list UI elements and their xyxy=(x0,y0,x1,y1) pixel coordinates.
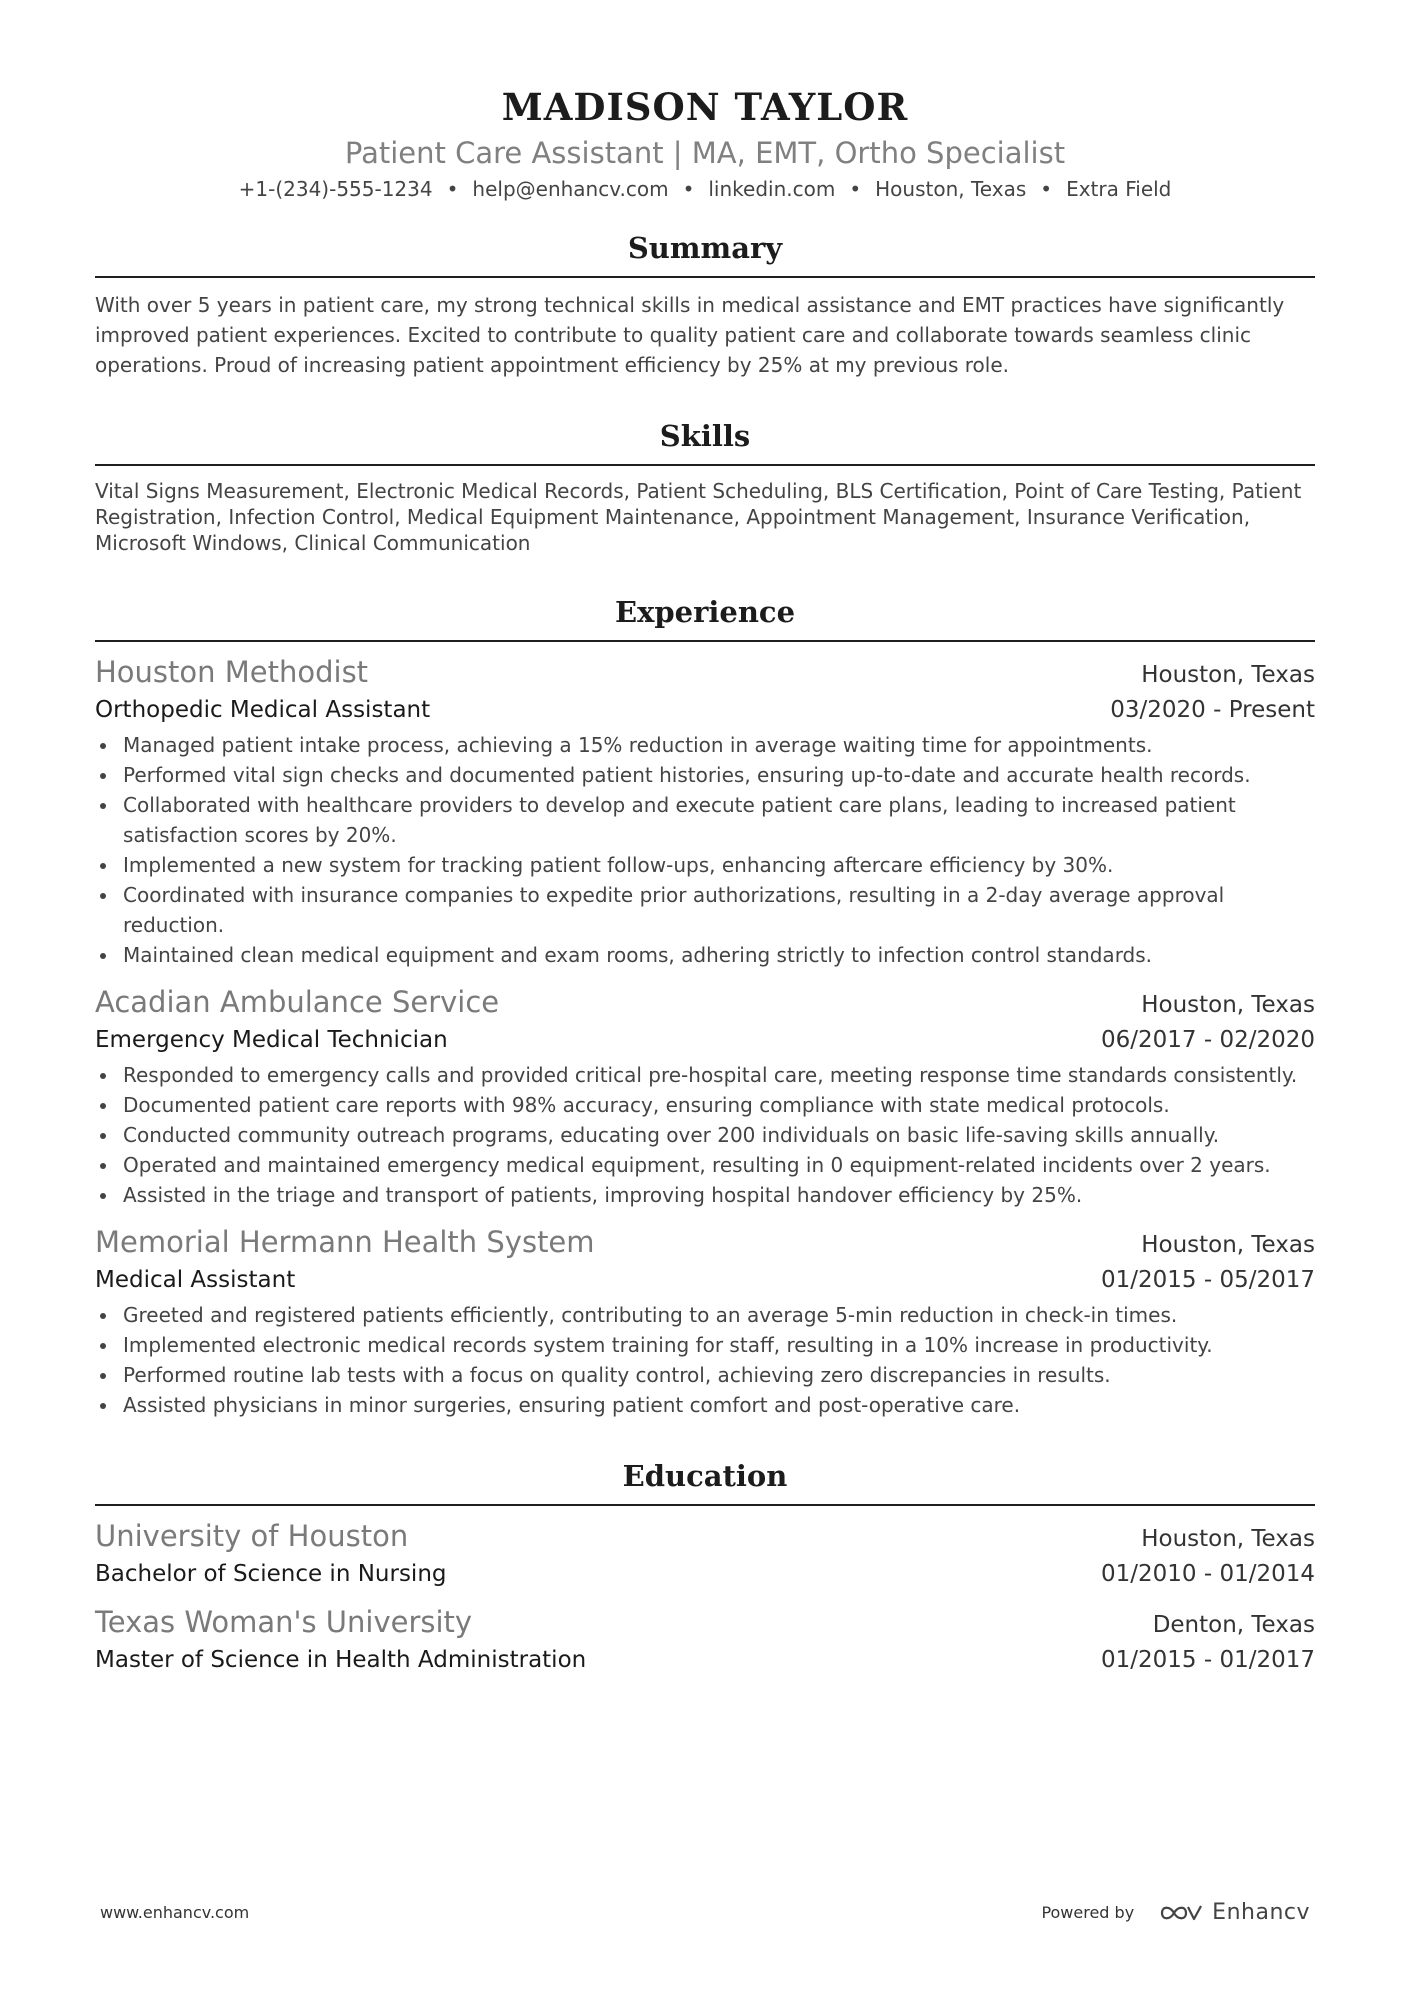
job-dates: 06/2017 - 02/2020 xyxy=(1100,1027,1315,1053)
job-title: Emergency Medical Technician xyxy=(95,1027,448,1053)
experience-section xyxy=(95,592,1315,1420)
list-item: Coordinated with insurance companies to expedite prior authorizations, resulting in a 2-day average approval reduction. xyxy=(95,880,1315,940)
skills-text: Vital Signs Measurement, Electronic Medical Records, Patient Scheduling, BLS Certification, Point of Care Testing, Patient Registration, Infection Control, Medical Equipment Maintenance, Appointment Management, Insurance Verification, Microsoft Windows, Clinical Communication xyxy=(95,479,1302,555)
list-item: Collaborated with healthcare providers to develop and execute patient care plans, leading to increased patient satisfaction scores by 20%. xyxy=(95,790,1315,850)
education-dates: 01/2010 - 01/2014 xyxy=(1100,1561,1315,1587)
list-item: Documented patient care reports with 98% accuracy, ensuring compliance with state medical protocols. xyxy=(95,1090,1315,1120)
enhancv-logo-icon xyxy=(1158,1902,1204,1924)
job-title: Medical Assistant xyxy=(95,1267,296,1293)
achievement-list xyxy=(95,1060,1315,1210)
footer-website-link[interactable]: www.enhancv.com xyxy=(100,1903,250,1922)
school-location: Houston, Texas xyxy=(1141,1526,1315,1552)
job-dates: 03/2020 - Present xyxy=(1110,697,1315,723)
resume-page xyxy=(95,0,1315,1676)
bullet-separator: • xyxy=(682,177,695,201)
employer-name: Acadian Ambulance Service xyxy=(95,985,500,1019)
list-item: Operated and maintained emergency medical equipment, resulting in 0 equipment-related incidents over 2 years. xyxy=(95,1150,1315,1180)
list-item: Implemented a new system for tracking patient follow-ups, enhancing aftercare efficiency by 30%. xyxy=(95,850,1315,880)
school-location: Denton, Texas xyxy=(1152,1612,1315,1638)
contact-extra-field: Extra Field xyxy=(1066,177,1172,201)
contact-linkedin[interactable]: linkedin.com xyxy=(708,177,836,201)
bullet-separator: • xyxy=(1040,177,1053,201)
brand-logo[interactable] xyxy=(1158,1900,1310,1925)
experience-entry xyxy=(95,982,1315,1210)
page-footer xyxy=(100,1900,1310,1925)
powered-by-label: Powered by xyxy=(1041,1903,1135,1922)
experience-entry xyxy=(95,652,1315,970)
skills-section xyxy=(95,416,1315,556)
list-item: Assisted physicians in minor surgeries, ensuring patient comfort and post-operative care. xyxy=(95,1390,1315,1420)
list-item: Conducted community outreach programs, educating over 200 individuals on basic life-saving skills annually. xyxy=(95,1120,1315,1150)
list-item: Implemented electronic medical records system training for staff, resulting in a 10% increase in productivity. xyxy=(95,1330,1315,1360)
section-heading-skills: Skills xyxy=(95,416,1315,466)
list-item: Maintained clean medical equipment and exam rooms, adhering strictly to infection control standards. xyxy=(95,940,1315,970)
contact-email[interactable]: help@enhancv.com xyxy=(472,177,669,201)
resume-header xyxy=(95,0,1315,204)
list-item: Greeted and registered patients efficiently, contributing to an average 5-min reduction in check-in times. xyxy=(95,1300,1315,1330)
candidate-name: MADISON TAYLOR xyxy=(501,85,909,129)
list-item: Assisted in the triage and transport of patients, improving hospital handover efficiency by 25%. xyxy=(95,1180,1315,1210)
achievement-list xyxy=(95,730,1315,970)
job-location: Houston, Texas xyxy=(1141,662,1315,688)
school-name: Texas Woman's University xyxy=(95,1605,473,1639)
school-name: University of Houston xyxy=(95,1519,409,1553)
employer-name: Memorial Hermann Health System xyxy=(95,1225,595,1259)
achievement-list xyxy=(95,1300,1315,1420)
summary-section xyxy=(95,228,1315,380)
candidate-title: Patient Care Assistant | MA, EMT, Ortho Specialist xyxy=(344,136,1066,170)
employer-name: Houston Methodist xyxy=(95,655,369,689)
contact-info xyxy=(95,174,1315,204)
powered-by xyxy=(1041,1900,1310,1925)
list-item: Performed routine lab tests with a focus on quality control, achieving zero discrepancies in results. xyxy=(95,1360,1315,1390)
experience-entry xyxy=(95,1222,1315,1420)
section-heading-education: Education xyxy=(95,1456,1315,1506)
job-location: Houston, Texas xyxy=(1141,992,1315,1018)
list-item: Responded to emergency calls and provided critical pre-hospital care, meeting response time standards consistently. xyxy=(95,1060,1315,1090)
degree-name: Bachelor of Science in Nursing xyxy=(95,1561,447,1587)
bullet-separator: • xyxy=(446,177,459,201)
education-entry xyxy=(95,1602,1315,1676)
summary-text: With over 5 years in patient care, my strong technical skills in medical assistance and EMT practices have significantly improved patient experiences. Excited to contribute to quality patient care and collaborate towards seamless clinic operations. Proud of increasing patient appointment efficiency by 25% at my previous role. xyxy=(95,293,1285,377)
bullet-separator: • xyxy=(849,177,862,201)
contact-location: Houston, Texas xyxy=(875,177,1027,201)
job-location: Houston, Texas xyxy=(1141,1232,1315,1258)
section-heading-summary: Summary xyxy=(95,228,1315,278)
contact-phone: +1-(234)-555-1234 xyxy=(238,177,433,201)
degree-name: Master of Science in Health Administration xyxy=(95,1647,587,1673)
education-dates: 01/2015 - 01/2017 xyxy=(1100,1647,1315,1673)
brand-name: Enhancv xyxy=(1212,1900,1310,1925)
section-heading-experience: Experience xyxy=(95,592,1315,642)
list-item: Managed patient intake process, achieving a 15% reduction in average waiting time for appointments. xyxy=(95,730,1315,760)
job-title: Orthopedic Medical Assistant xyxy=(95,697,431,723)
education-section xyxy=(95,1456,1315,1676)
job-dates: 01/2015 - 05/2017 xyxy=(1100,1267,1315,1293)
list-item: Performed vital sign checks and documented patient histories, ensuring up-to-date and accurate health records. xyxy=(95,760,1315,790)
education-entry xyxy=(95,1516,1315,1590)
